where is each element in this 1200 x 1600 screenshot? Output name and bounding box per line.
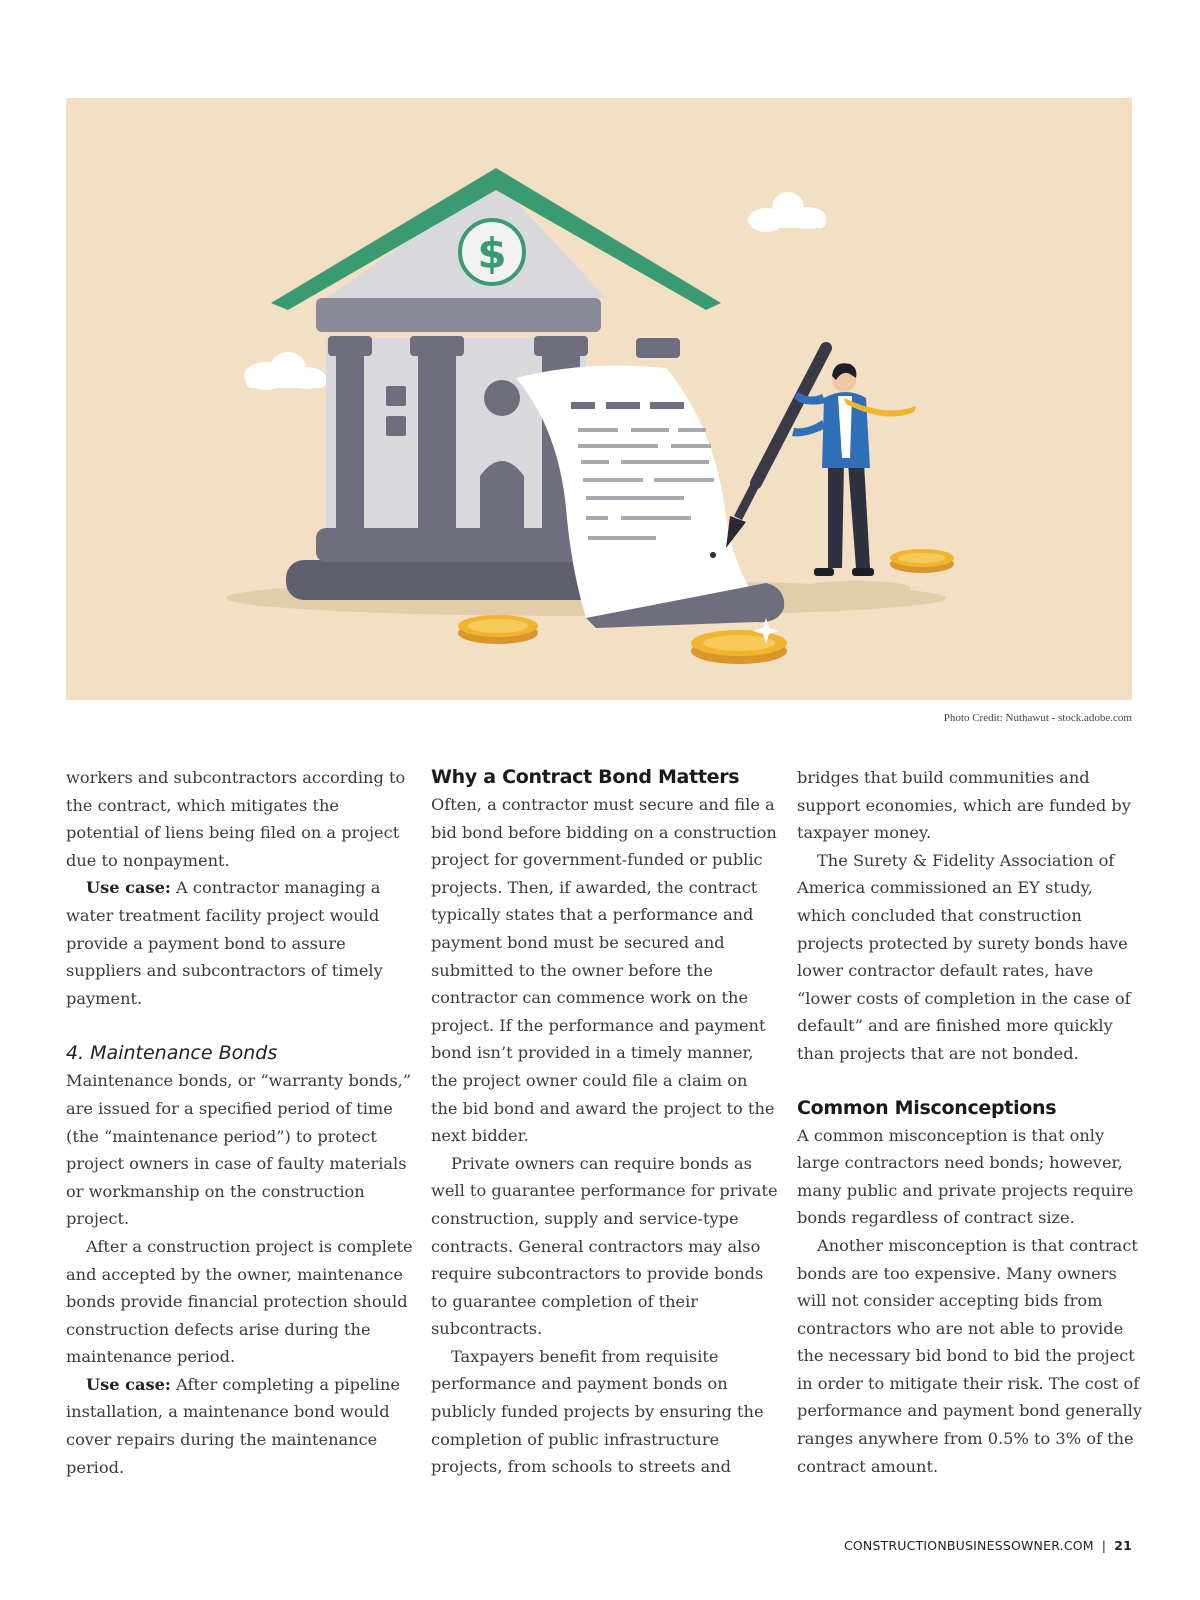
paragraph: After a construction project is complete and accepted by the owner, maintenance bonds provide financial protection should construction defects arise during the maintenance period.: [66, 1236, 413, 1367]
page-number: 21: [1114, 1538, 1132, 1553]
hero-illustration: [66, 98, 1132, 700]
column-2: [431, 764, 779, 1481]
paragraph: workers and subcontractors according to the contract, which mitigates the potential of liens being filed on a project due to nonpayment.: [66, 768, 406, 870]
paragraph: Maintenance bonds, or “warranty bonds,” are issued for a specified period of time (the “maintenance period”) to protect project owners in case of faulty materials or workmanship on the construction project.: [66, 1071, 412, 1229]
coin-icon: [890, 549, 954, 573]
footer-separator: |: [1101, 1538, 1107, 1553]
column-3: [797, 764, 1145, 1480]
site-name: CONSTRUCTIONBUSINESSOWNER.COM: [843, 1538, 1094, 1553]
section-heading: 4. Maintenance Bonds: [66, 1042, 278, 1065]
paragraph-text: A contractor managing a water treatment facility project would provide a payment bond to assure suppliers and subcontractors of timely payment.: [66, 878, 383, 1008]
paragraph: Taxpayers benefit from requisite performance and payment bonds on publicly funded projects by ensuring the completion of public infrastructure projects, from schools to streets and: [431, 1346, 764, 1477]
photo-credit: Photo Credit: Nuthawut - stock.adobe.com: [943, 712, 1132, 724]
svg-text:$: $: [477, 229, 507, 278]
column-1: [66, 764, 414, 1481]
use-case-label: Use case:: [86, 1374, 171, 1394]
paragraph: Another misconception is that contract bonds are too expensive. Many owners will not consider accepting bids from contractors who are not able to provide the necessary bid bond to bid the project in order to mitigate their risk. The cost of performance and payment bond generally ranges anywhere from 0.5% to 3% of the contract amount.: [797, 1235, 1142, 1476]
paragraph: A common misconception is that only large contractors need bonds; however, many public and private projects require bonds regardless of contract size.: [797, 1125, 1134, 1228]
paragraph: Often, a contractor must secure and file a bid bond before bidding on a construction project for government-funded or public projects. Then, if awarded, the contract typically states that a performance and payment bond must be secured and submitted to the owner before the contractor can commence work on the project. If the performance and payment bond isn’t provided in a timely manner, the project owner could file a claim on the bid bond and award the project to the next bidder.: [431, 795, 777, 1146]
section-heading: Why a Contract Bond Matters: [431, 766, 740, 788]
use-case-label: Use case:: [86, 878, 171, 898]
paragraph: Private owners can require bonds as well to guarantee performance for private construction, supply and service-type contracts. General contractors may also require subcontractors to provide bonds to guarantee completion of their subcontracts.: [431, 1153, 778, 1339]
paragraph-text: After completing a pipeline installation, a maintenance bond would cover repairs during the maintenance period.: [66, 1374, 400, 1477]
paragraph: bridges that build communities and support economies, which are funded by taxpayer money.: [797, 768, 1131, 843]
paragraph: The Surety & Fidelity Association of America commissioned an EY study, which concluded that construction projects protected by surety bonds have lower contractor default rates, have “lower costs of completion in the case of default” and are finished more quickly than projects that are not bonded.: [797, 850, 1131, 1063]
section-heading: Common Misconceptions: [797, 1096, 1057, 1119]
paragraph: [66, 874, 414, 1012]
paragraph: [66, 1371, 414, 1481]
coin-icon: [458, 615, 538, 644]
page-footer: [844, 1538, 1132, 1553]
